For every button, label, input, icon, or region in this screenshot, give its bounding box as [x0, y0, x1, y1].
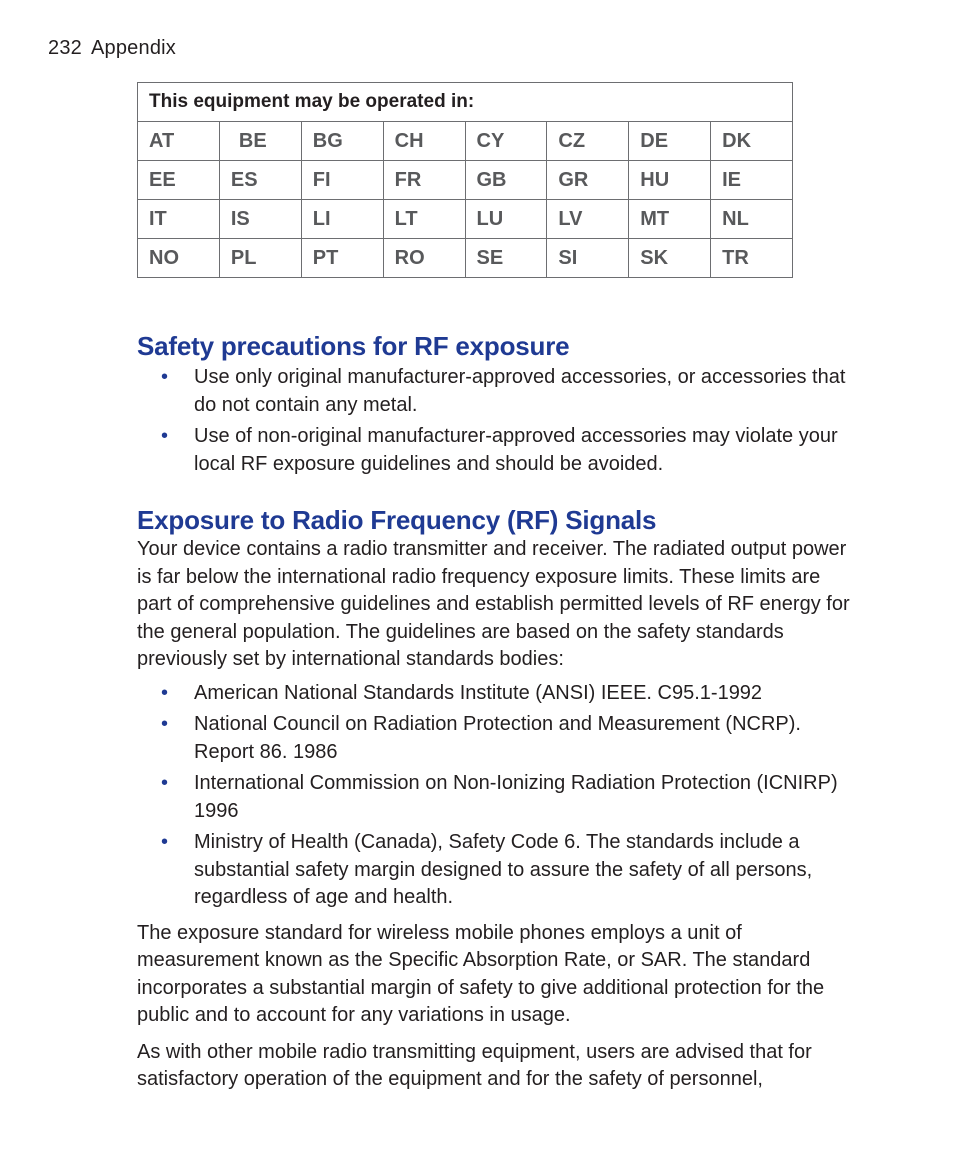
page-number: 232 [48, 37, 82, 59]
list-item-text: National Council on Radiation Protection and Measurement (NCRP). Report 86. 1986 [194, 713, 801, 763]
section-heading-rf-safety: Safety precautions for RF exposure [137, 331, 570, 361]
table-row [138, 200, 793, 239]
bullet-icon: • [161, 425, 169, 447]
table-row [138, 239, 793, 278]
table-caption: This equipment may be operated in: [138, 83, 793, 122]
bullet-icon: • [161, 772, 169, 794]
list-item [137, 364, 857, 419]
page-header [48, 37, 176, 60]
country-code: BE [219, 122, 301, 161]
country-code: ES [219, 161, 301, 200]
country-code: CZ [547, 122, 629, 161]
bullet-icon: • [161, 713, 169, 735]
section-heading-rf-exposure: Exposure to Radio Frequency (RF) Signals [137, 505, 657, 535]
intro-paragraph: Your device contains a radio transmitter and receiver. The radiated output power is far below the international radio frequency exposure limits. These limits are part of comprehensive guidelines and establish permitted levels of RF energy for the general population. The guidelines are based on the safety standards previously set by international standards bodies: [137, 538, 850, 670]
sar-paragraph: The exposure standard for wireless mobile phones employs a unit of measurement known as the Specific Absorption Rate, or SAR. The standard incorporates a substantial margin of safety to give additional protection for the public and to account for any variations in usage. [137, 921, 825, 1026]
standards-list [137, 680, 857, 912]
table-row [138, 161, 793, 200]
table-caption-row [138, 83, 793, 122]
list-item-text: American National Standards Institute (ANSI) IEEE. C95.1-1992 [194, 681, 763, 704]
country-code: NL [711, 200, 793, 239]
country-code: IE [711, 161, 793, 200]
country-code: MT [629, 200, 711, 239]
country-code: LU [465, 200, 547, 239]
country-code: RO [383, 239, 465, 278]
list-item-text: Ministry of Health (Canada), Safety Code 6. The standards include a substantial safety margin designed to assure the safety of all persons, regardless of age and health. [194, 831, 813, 908]
bullet-icon: • [161, 681, 169, 704]
section-name: Appendix [90, 37, 176, 59]
country-code: IT [138, 200, 220, 239]
country-code: GB [465, 161, 547, 200]
country-code: SE [465, 239, 547, 278]
list-item-text: Use only original manufacturer-approved accessories, or accessories that do not contain any metal. [194, 366, 846, 416]
list-item [137, 680, 857, 708]
table-row [138, 122, 793, 161]
country-code: PT [301, 239, 383, 278]
country-code: LV [547, 200, 629, 239]
rf-safety-list [137, 364, 857, 478]
country-code: GR [547, 161, 629, 200]
country-code: FR [383, 161, 465, 200]
list-item [137, 770, 857, 825]
country-code: SK [629, 239, 711, 278]
country-code: EE [138, 161, 220, 200]
country-code: DK [711, 122, 793, 161]
country-code: SI [547, 239, 629, 278]
list-item-text: International Commission on Non-Ionizing Radiation Protection (ICNIRP) 1996 [194, 772, 838, 822]
main-content [137, 330, 857, 1094]
country-code: TR [711, 239, 793, 278]
advice-paragraph: As with other mobile radio transmitting equipment, users are advised that for satisfactory operation of the equipment and for the safety of personnel, [137, 1040, 812, 1090]
country-code: CH [383, 122, 465, 161]
list-item [137, 423, 857, 478]
country-code: BG [301, 122, 383, 161]
country-code: AT [138, 122, 220, 161]
bullet-icon: • [161, 366, 169, 388]
country-code: CY [465, 122, 547, 161]
country-code: DE [629, 122, 711, 161]
country-code: HU [629, 161, 711, 200]
country-code: PL [219, 239, 301, 278]
country-code: LT [383, 200, 465, 239]
countries-table [137, 82, 793, 278]
country-code: NO [138, 239, 220, 278]
bullet-icon: • [161, 831, 169, 853]
list-item [137, 711, 857, 766]
country-code: IS [219, 200, 301, 239]
country-code: LI [301, 200, 383, 239]
list-item [137, 829, 857, 912]
country-code: FI [301, 161, 383, 200]
list-item-text: Use of non-original manufacturer-approved accessories may violate your local RF exposure guidelines and should be avoided. [194, 425, 838, 475]
